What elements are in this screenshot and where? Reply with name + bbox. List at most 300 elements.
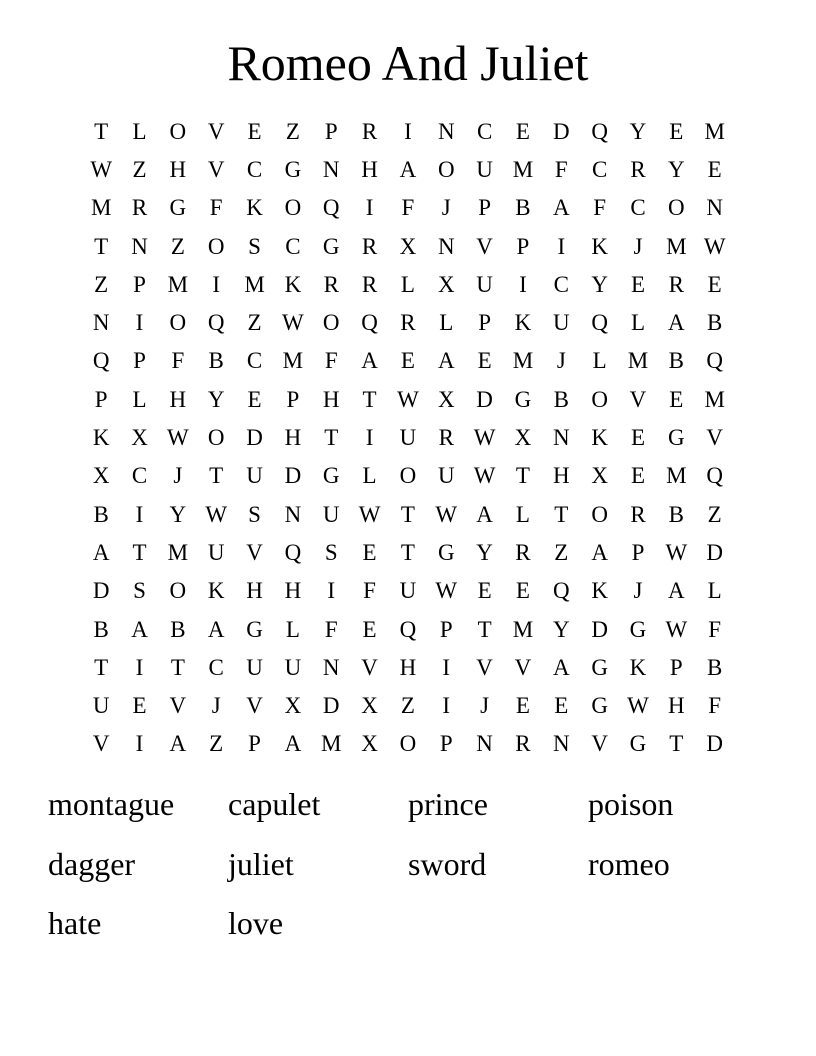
grid-cell: E <box>362 616 377 642</box>
grid-cell: V <box>246 693 263 719</box>
grid-cell: Z <box>400 693 415 719</box>
grid-cell: K <box>246 195 263 221</box>
grid-cell: V <box>207 118 225 144</box>
grid-cell: N <box>437 233 455 259</box>
grid-cell: P <box>439 616 453 642</box>
grid-cell: J <box>633 233 643 259</box>
grid-cell: N <box>322 654 340 680</box>
grid-cell: W <box>435 578 458 604</box>
grid-cell: Y <box>552 616 570 642</box>
grid-cell: G <box>284 156 302 182</box>
grid-cell: T <box>132 539 147 565</box>
grid-cell: U <box>246 463 263 489</box>
grid-cell: D <box>92 578 110 604</box>
word-list <box>48 780 768 959</box>
grid-cell: Q <box>207 310 225 336</box>
grid-cell: X <box>437 271 455 297</box>
grid-cell: I <box>135 654 144 680</box>
grid-cell: M <box>666 463 687 489</box>
grid-cell: V <box>591 731 608 757</box>
grid-cell: A <box>361 348 378 374</box>
grid-cell: N <box>476 731 493 757</box>
grid-cell: M <box>704 118 725 144</box>
grid-cell: O <box>437 156 455 182</box>
grid-cell: Z <box>554 539 569 565</box>
grid-cell: G <box>169 195 187 221</box>
grid-cell: P <box>478 195 491 221</box>
grid-cell: E <box>515 693 530 719</box>
grid-cell: O <box>169 578 187 604</box>
grid-cell: Z <box>132 156 147 182</box>
grid-cell: Y <box>591 271 608 297</box>
grid-cell: L <box>132 386 147 412</box>
grid-cell: V <box>706 425 723 451</box>
grid-cell: F <box>363 578 376 604</box>
grid-cell: W <box>90 156 113 182</box>
grid-cell: W <box>167 425 189 451</box>
grid-cell: M <box>666 233 687 259</box>
grid-cell: V <box>169 693 187 719</box>
grid-cell: H <box>668 693 685 719</box>
grid-cell: S <box>248 233 261 259</box>
grid-cell: T <box>400 501 415 527</box>
grid-cell: R <box>515 539 531 565</box>
grid-cell: C <box>246 156 263 182</box>
grid-cell: F <box>209 195 223 221</box>
grid-cell: E <box>515 118 530 144</box>
grid-cell: A <box>399 156 417 182</box>
grid-cell: L <box>630 310 646 336</box>
grid-cell: N <box>437 118 455 144</box>
grid-cell: O <box>591 501 608 527</box>
grid-cell: M <box>512 616 534 642</box>
grid-cell: M <box>167 271 189 297</box>
grid-cell: C <box>630 195 646 221</box>
grid-cell: H <box>284 425 302 451</box>
grid-cell: C <box>246 348 263 374</box>
grid-cell: K <box>629 654 647 680</box>
grid-cell: U <box>207 539 225 565</box>
grid-cell: T <box>94 233 109 259</box>
grid-cell: J <box>441 195 451 221</box>
grid-cell: Z <box>94 271 109 297</box>
grid-cell: D <box>284 463 302 489</box>
grid-cell: T <box>515 463 530 489</box>
grid-cell: I <box>135 731 144 757</box>
grid-cell: G <box>668 425 685 451</box>
grid-cell: I <box>212 271 221 297</box>
grid-cell: G <box>629 731 647 757</box>
grid-cell: V <box>629 386 647 412</box>
grid-cell: R <box>630 156 646 182</box>
grid-cell: R <box>400 310 416 336</box>
grid-cell: O <box>322 310 340 336</box>
grid-cell: M <box>512 348 534 374</box>
grid-cell: W <box>473 425 496 451</box>
grid-cell: X <box>514 425 532 451</box>
grid-cell: R <box>630 501 646 527</box>
grid-cell: T <box>170 654 185 680</box>
grid-cell: B <box>208 348 224 374</box>
grid-cell: I <box>365 425 374 451</box>
grid-cell: P <box>516 233 530 259</box>
grid-cell: Y <box>207 386 225 412</box>
grid-cell: Z <box>285 118 300 144</box>
grid-cell: Q <box>591 310 608 336</box>
grid-cell: G <box>514 386 532 412</box>
word-list-item: romeo <box>588 845 670 882</box>
grid-cell: C <box>285 233 301 259</box>
grid-cell: X <box>361 731 378 757</box>
grid-cell: O <box>284 195 302 221</box>
grid-cell: E <box>132 693 147 719</box>
grid-cell: P <box>248 731 261 757</box>
grid-cell: G <box>322 463 340 489</box>
grid-cell: U <box>246 654 263 680</box>
grid-cell: J <box>556 348 566 374</box>
grid-cell: H <box>169 386 187 412</box>
grid-cell: Q <box>706 463 723 489</box>
grid-cell: E <box>669 118 684 144</box>
grid-cell: B <box>93 501 109 527</box>
grid-cell: K <box>284 271 302 297</box>
grid-cell: R <box>361 118 378 144</box>
grid-cell: O <box>399 463 417 489</box>
grid-cell: B <box>707 654 723 680</box>
grid-cell: L <box>285 616 300 642</box>
grid-cell: F <box>708 693 722 719</box>
grid-cell: X <box>361 693 378 719</box>
grid-cell: F <box>708 616 722 642</box>
grid-cell: I <box>365 195 374 221</box>
grid-cell: K <box>514 310 532 336</box>
grid-cell: W <box>627 693 649 719</box>
grid-cell: N <box>92 310 110 336</box>
grid-cell: A <box>92 539 110 565</box>
grid-cell: L <box>515 501 530 527</box>
grid-cell: Y <box>629 118 647 144</box>
grid-cell: N <box>552 425 570 451</box>
grid-cell: K <box>591 233 608 259</box>
grid-cell: B <box>93 616 109 642</box>
grid-cell: L <box>132 118 147 144</box>
grid-cell: X <box>284 693 302 719</box>
grid-cell: J <box>211 693 221 719</box>
grid-cell: Q <box>361 310 378 336</box>
grid-cell: C <box>476 118 493 144</box>
grid-cell: R <box>515 731 531 757</box>
grid-cell: G <box>322 233 340 259</box>
grid-cell: Y <box>169 501 187 527</box>
grid-cell: D <box>706 539 723 565</box>
grid-cell: T <box>94 654 109 680</box>
grid-cell: N <box>552 731 570 757</box>
grid-cell: A <box>668 578 685 604</box>
grid-cell: W <box>703 233 726 259</box>
grid-cell: P <box>133 271 146 297</box>
grid-cell: F <box>324 348 338 374</box>
grid-cell: Y <box>476 539 493 565</box>
grid-cell: W <box>435 501 458 527</box>
grid-cell: A <box>668 310 685 336</box>
grid-cell: P <box>669 654 683 680</box>
grid-cell: X <box>399 233 417 259</box>
grid-cell: Q <box>706 348 723 374</box>
grid-cell: J <box>480 693 490 719</box>
grid-cell: H <box>322 386 340 412</box>
grid-cell: X <box>591 463 608 489</box>
grid-cell: Q <box>552 578 570 604</box>
grid-cell: Y <box>668 156 685 182</box>
grid-cell: E <box>630 463 646 489</box>
grid-cell: X <box>131 425 148 451</box>
grid-cell: T <box>477 616 492 642</box>
grid-cell: R <box>361 233 378 259</box>
grid-cell: M <box>282 348 304 374</box>
grid-cell: M <box>321 731 342 757</box>
grid-cell: K <box>92 425 110 451</box>
grid-cell: O <box>207 425 225 451</box>
grid-cell: V <box>476 233 493 259</box>
grid-cell: E <box>400 348 415 374</box>
grid-cell: T <box>400 539 415 565</box>
grid-cell: X <box>437 386 455 412</box>
grid-cell: S <box>324 539 338 565</box>
grid-cell: J <box>633 578 643 604</box>
grid-cell: F <box>324 616 338 642</box>
grid-cell: I <box>135 501 144 527</box>
grid-cell: Z <box>209 731 224 757</box>
grid-cell: T <box>554 501 569 527</box>
grid-cell: A <box>552 195 570 221</box>
grid-cell: U <box>437 463 455 489</box>
grid-cell: E <box>515 578 530 604</box>
grid-cell: V <box>92 731 110 757</box>
grid-cell: B <box>668 501 684 527</box>
grid-cell: E <box>630 425 646 451</box>
word-list-item: capulet <box>228 786 321 822</box>
grid-cell: W <box>665 539 688 565</box>
grid-cell: B <box>668 348 684 374</box>
grid-cell: F <box>593 195 607 221</box>
grid-cell: B <box>515 195 531 221</box>
grid-cell: A <box>131 616 148 642</box>
grid-cell: T <box>362 386 377 412</box>
grid-cell: H <box>552 463 570 489</box>
grid-cell: F <box>401 195 415 221</box>
grid-cell: G <box>437 539 455 565</box>
grid-cell: L <box>707 578 722 604</box>
grid-cell: L <box>439 310 454 336</box>
grid-cell: M <box>244 271 265 297</box>
grid-cell: H <box>361 156 378 182</box>
grid-cell: Q <box>322 195 340 221</box>
grid-cell: L <box>592 348 607 374</box>
word-list-item: montague <box>48 786 175 822</box>
grid-cell: W <box>397 386 419 412</box>
grid-cell: L <box>400 271 415 297</box>
grid-cell: Z <box>707 501 722 527</box>
grid-cell: I <box>442 654 451 680</box>
grid-cell: T <box>209 463 224 489</box>
grid-cell: Q <box>284 539 302 565</box>
grid-cell: G <box>591 654 608 680</box>
grid-cell: K <box>207 578 225 604</box>
grid-cell: T <box>324 425 339 451</box>
grid-cell: U <box>476 271 493 297</box>
grid-cell: Z <box>247 310 262 336</box>
grid-cell: I <box>135 310 144 336</box>
grid-cell: F <box>171 348 185 374</box>
grid-cell: G <box>629 616 647 642</box>
grid-cell: H <box>246 578 263 604</box>
grid-cell: L <box>362 463 377 489</box>
grid-cell: I <box>442 693 451 719</box>
grid-cell: Q <box>591 118 608 144</box>
grid-cell: U <box>92 693 110 719</box>
grid-cell: D <box>706 731 723 757</box>
grid-cell: O <box>399 731 417 757</box>
grid-cell: N <box>706 195 723 221</box>
grid-cell: E <box>707 271 722 297</box>
grid-cell: C <box>131 463 148 489</box>
grid-cell: V <box>361 654 378 680</box>
grid-cell: O <box>169 118 187 144</box>
grid-cell: W <box>282 310 304 336</box>
grid-cell: Z <box>170 233 185 259</box>
grid-cell: E <box>630 271 646 297</box>
grid-cell: X <box>92 463 110 489</box>
grid-cell: Q <box>92 348 110 374</box>
grid-cell: P <box>133 348 146 374</box>
grid-cell: V <box>514 654 532 680</box>
grid-cell: M <box>627 348 649 374</box>
grid-cell: E <box>477 348 492 374</box>
grid-cell: A <box>591 539 608 565</box>
grid-cell: R <box>361 271 378 297</box>
grid-cell: A <box>476 501 493 527</box>
grid-cell: U <box>476 156 493 182</box>
word-list-item: prince <box>408 786 488 822</box>
grid-cell: P <box>324 118 338 144</box>
grid-cell: O <box>591 386 608 412</box>
grid-cell: M <box>90 195 112 221</box>
grid-cell: G <box>246 616 263 642</box>
grid-cell: P <box>439 731 453 757</box>
word-list-item: dagger <box>48 845 136 882</box>
grid-cell: G <box>591 693 608 719</box>
grid-cell: N <box>322 156 340 182</box>
letter-grid <box>82 112 734 763</box>
grid-cell: T <box>669 731 684 757</box>
grid-cell: A <box>169 731 187 757</box>
grid-cell: N <box>284 501 302 527</box>
grid-cell: C <box>553 271 569 297</box>
grid-cell: O <box>169 310 187 336</box>
grid-cell: C <box>208 654 224 680</box>
grid-cell: D <box>552 118 570 144</box>
grid-cell: K <box>591 578 608 604</box>
grid-cell: D <box>591 616 608 642</box>
grid-cell: W <box>358 501 381 527</box>
grid-cell: E <box>247 386 262 412</box>
grid-cell: U <box>552 310 570 336</box>
grid-cell: M <box>704 386 725 412</box>
grid-cell: O <box>207 233 225 259</box>
grid-cell: V <box>246 539 263 565</box>
grid-cell: N <box>131 233 148 259</box>
grid-cell: E <box>707 156 722 182</box>
grid-cell: J <box>173 463 183 489</box>
grid-cell: P <box>286 386 300 412</box>
grid-cell: B <box>553 386 569 412</box>
word-list-item: hate <box>48 905 102 941</box>
grid-cell: D <box>476 386 493 412</box>
grid-cell: U <box>399 578 417 604</box>
grid-cell: U <box>322 501 340 527</box>
grid-cell: P <box>478 310 491 336</box>
grid-cell: U <box>284 654 302 680</box>
grid-cell: W <box>473 463 496 489</box>
grid-cell: W <box>665 616 688 642</box>
grid-cell: Q <box>399 616 417 642</box>
grid-cell: D <box>322 693 340 719</box>
grid-cell: M <box>512 156 534 182</box>
grid-cell: R <box>323 271 339 297</box>
grid-cell: H <box>399 654 417 680</box>
grid-cell: R <box>438 425 454 451</box>
word-list-item: love <box>228 905 284 941</box>
grid-cell: V <box>207 156 225 182</box>
grid-cell: S <box>133 578 146 604</box>
grid-cell: M <box>167 539 189 565</box>
grid-cell: E <box>362 539 377 565</box>
grid-cell: A <box>284 731 302 757</box>
grid-cell: B <box>170 616 186 642</box>
grid-cell: R <box>131 195 148 221</box>
grid-cell: P <box>94 386 108 412</box>
word-list-item: poison <box>588 786 674 822</box>
grid-cell: I <box>557 233 566 259</box>
grid-cell: D <box>246 425 263 451</box>
grid-cell: O <box>668 195 685 221</box>
grid-cell: I <box>519 271 527 297</box>
page-title: Romeo And Juliet <box>227 35 589 91</box>
grid-cell: A <box>437 348 455 374</box>
grid-cell: V <box>476 654 493 680</box>
grid-cell: E <box>247 118 262 144</box>
grid-cell: H <box>284 578 302 604</box>
grid-cell: C <box>591 156 608 182</box>
grid-cell: P <box>631 539 645 565</box>
grid-cell: S <box>248 501 261 527</box>
grid-cell: E <box>477 578 492 604</box>
word-list-item: sword <box>408 845 487 882</box>
grid-cell: B <box>707 310 723 336</box>
grid-cell: I <box>404 118 412 144</box>
grid-cell: W <box>205 501 228 527</box>
grid-cell: H <box>169 156 187 182</box>
grid-cell: U <box>399 425 417 451</box>
grid-cell: F <box>554 156 568 182</box>
grid-cell: A <box>552 654 570 680</box>
grid-cell: R <box>668 271 684 297</box>
grid-cell: A <box>207 616 225 642</box>
grid-cell: E <box>554 693 569 719</box>
grid-cell: I <box>327 578 336 604</box>
grid-cell: T <box>94 118 109 144</box>
grid-cell: E <box>669 386 684 412</box>
